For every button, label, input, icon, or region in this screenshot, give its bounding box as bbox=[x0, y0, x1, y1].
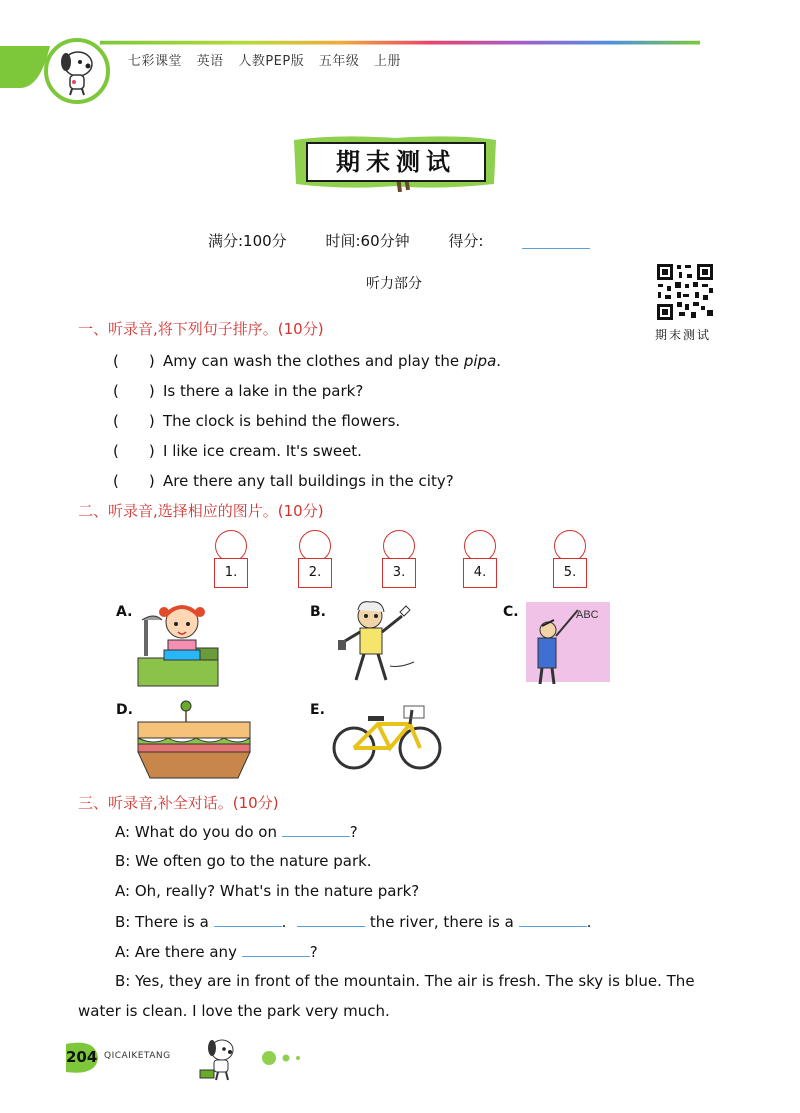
listening-section-title: 听力部分 bbox=[366, 276, 422, 292]
part1-item: ( ) I like ice cream. It's sweet. bbox=[113, 442, 362, 460]
header-rainbow-bar bbox=[0, 40, 800, 46]
dialogue-line: B: There is a . the river, there is a . bbox=[115, 913, 592, 931]
abc-board-text: ABC bbox=[576, 609, 599, 621]
option-label-e: E. bbox=[310, 702, 325, 718]
footer-mascot-icon bbox=[196, 1034, 242, 1082]
order-answer-blank[interactable]: ( ) bbox=[113, 382, 155, 400]
mascot-dog-icon bbox=[50, 42, 106, 98]
man-singing-image[interactable] bbox=[330, 598, 416, 684]
header-grade: 五年级 bbox=[318, 54, 360, 69]
dialogue-line: B: Yes, they are in front of the mountain. The air is fresh. The sky is blue. The bbox=[115, 972, 695, 990]
dialogue-line: A: Are there any ? bbox=[115, 943, 318, 961]
fill-blank[interactable] bbox=[282, 822, 350, 837]
number-box: 2. bbox=[298, 558, 332, 588]
full-marks: 满分:100分 bbox=[208, 232, 287, 250]
part2-heading: 二、听录音,选择相应的图片。(10分) bbox=[78, 502, 324, 520]
page-number: 204 bbox=[66, 1048, 98, 1066]
header-text bbox=[128, 50, 411, 69]
score-label: 得分: bbox=[448, 232, 484, 250]
fill-blank[interactable] bbox=[242, 942, 310, 957]
part3-heading: 三、听录音,补全对话。(10分) bbox=[78, 794, 279, 812]
footer-brand: QICAIKETANG bbox=[104, 1051, 171, 1061]
time-limit: 时间:60分钟 bbox=[325, 232, 410, 250]
number-box: 4. bbox=[463, 558, 497, 588]
order-answer-blank[interactable]: ( ) bbox=[113, 442, 155, 460]
dialogue-line: water is clean. I love the park very much. bbox=[78, 1002, 390, 1020]
dialogue-line: B: We often go to the nature park. bbox=[115, 852, 372, 870]
bicycle-image[interactable] bbox=[330, 698, 444, 772]
page-title: 期末测试 bbox=[306, 142, 486, 182]
qr-code-icon[interactable] bbox=[655, 262, 715, 322]
order-answer-blank[interactable]: ( ) bbox=[113, 472, 155, 490]
score-info bbox=[208, 230, 517, 251]
part1-heading: 一、听录音,将下列句子排序。(10分) bbox=[78, 320, 324, 338]
header-series: 七彩课堂 bbox=[128, 54, 183, 69]
qr-caption: 期末测试 bbox=[655, 328, 712, 342]
number-box: 1. bbox=[214, 558, 248, 588]
part1-item: ( ) Are there any tall buildings in the city? bbox=[113, 472, 454, 490]
girl-reading-image[interactable] bbox=[134, 598, 220, 688]
order-answer-blank[interactable]: ( ) bbox=[113, 412, 155, 430]
number-box: 3. bbox=[382, 558, 416, 588]
sandwich-image[interactable] bbox=[134, 698, 254, 782]
dialogue-line: A: Oh, really? What's in the nature park? bbox=[115, 882, 420, 900]
score-blank[interactable] bbox=[522, 248, 590, 249]
fill-blank[interactable] bbox=[297, 912, 365, 927]
option-label-a: A. bbox=[116, 604, 133, 620]
order-answer-blank[interactable]: ( ) bbox=[113, 352, 155, 370]
part1-item: ( ) The clock is behind the flowers. bbox=[113, 412, 401, 430]
header-volume: 上册 bbox=[374, 54, 402, 69]
header-subject: 英语 bbox=[196, 54, 224, 69]
fill-blank[interactable] bbox=[519, 912, 587, 927]
option-label-d: D. bbox=[116, 702, 133, 718]
teacher-pointing-image[interactable] bbox=[522, 598, 612, 688]
dialogue-line: A: What do you do on ? bbox=[115, 823, 358, 841]
part1-item: ( ) Amy can wash the clothes and play the pipa. bbox=[113, 352, 502, 370]
footer-dots-decoration bbox=[262, 1050, 306, 1066]
option-label-c: C. bbox=[503, 604, 519, 620]
part1-item: ( ) Is there a lake in the park? bbox=[113, 382, 364, 400]
option-label-b: B. bbox=[310, 604, 326, 620]
header-edition: 人教PEP版 bbox=[238, 54, 305, 69]
number-box: 5. bbox=[553, 558, 587, 588]
fill-blank[interactable] bbox=[214, 912, 282, 927]
